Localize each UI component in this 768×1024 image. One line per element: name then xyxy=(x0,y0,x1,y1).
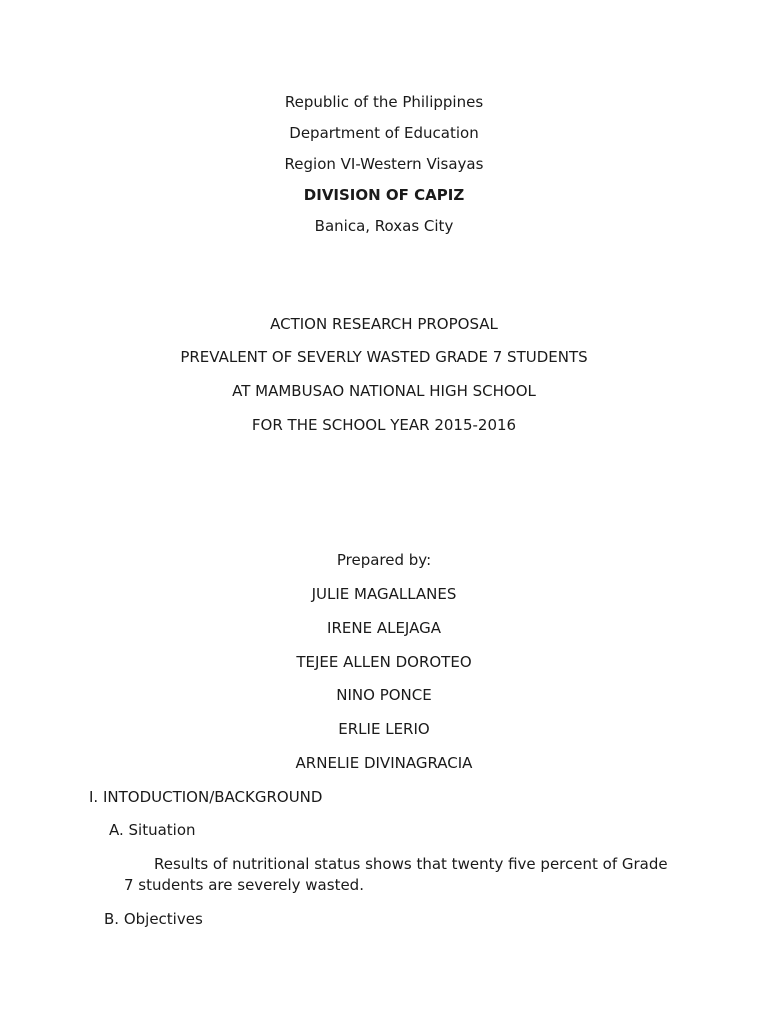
region-line: Region VI-Western Visayas xyxy=(284,155,484,173)
author-name: ERLIE LERIO xyxy=(338,720,430,738)
author-name: JULIE MAGALLANES xyxy=(311,585,457,603)
author-name: NINO PONCE xyxy=(336,686,432,704)
prepared-by-label: Prepared by: xyxy=(336,551,432,569)
situation-text-line: Results of nutritional status shows that twenty five percent of Grade xyxy=(154,855,668,873)
objectives-heading: B. Objectives xyxy=(104,910,203,928)
division-line: DIVISION OF CAPIZ xyxy=(303,186,465,204)
proposal-title-line-1: ACTION RESEARCH PROPOSAL xyxy=(270,315,498,333)
proposal-title-line-2: PREVALENT OF SEVERLY WASTED GRADE 7 STUDENTS xyxy=(180,348,588,366)
situation-paragraph xyxy=(124,854,684,896)
department-line: Department of Education xyxy=(289,124,479,142)
proposal-title-line-3: AT MAMBUSAO NATIONAL HIGH SCHOOL xyxy=(232,382,536,400)
author-name: TEJEE ALLEN DOROTEO xyxy=(296,653,472,671)
situation-heading: A. Situation xyxy=(109,821,196,839)
author-name: ARNELIE DIVINAGRACIA xyxy=(295,754,473,772)
situation-text-line: 7 students are severely wasted. xyxy=(124,876,364,894)
republic-line: Republic of the Philippines xyxy=(284,93,484,111)
author-name: IRENE ALEJAGA xyxy=(327,619,441,637)
introduction-heading: I. INTODUCTION/BACKGROUND xyxy=(89,788,323,806)
location-line: Banica, Roxas City xyxy=(314,217,454,235)
proposal-title-line-4: FOR THE SCHOOL YEAR 2015-2016 xyxy=(251,416,517,434)
